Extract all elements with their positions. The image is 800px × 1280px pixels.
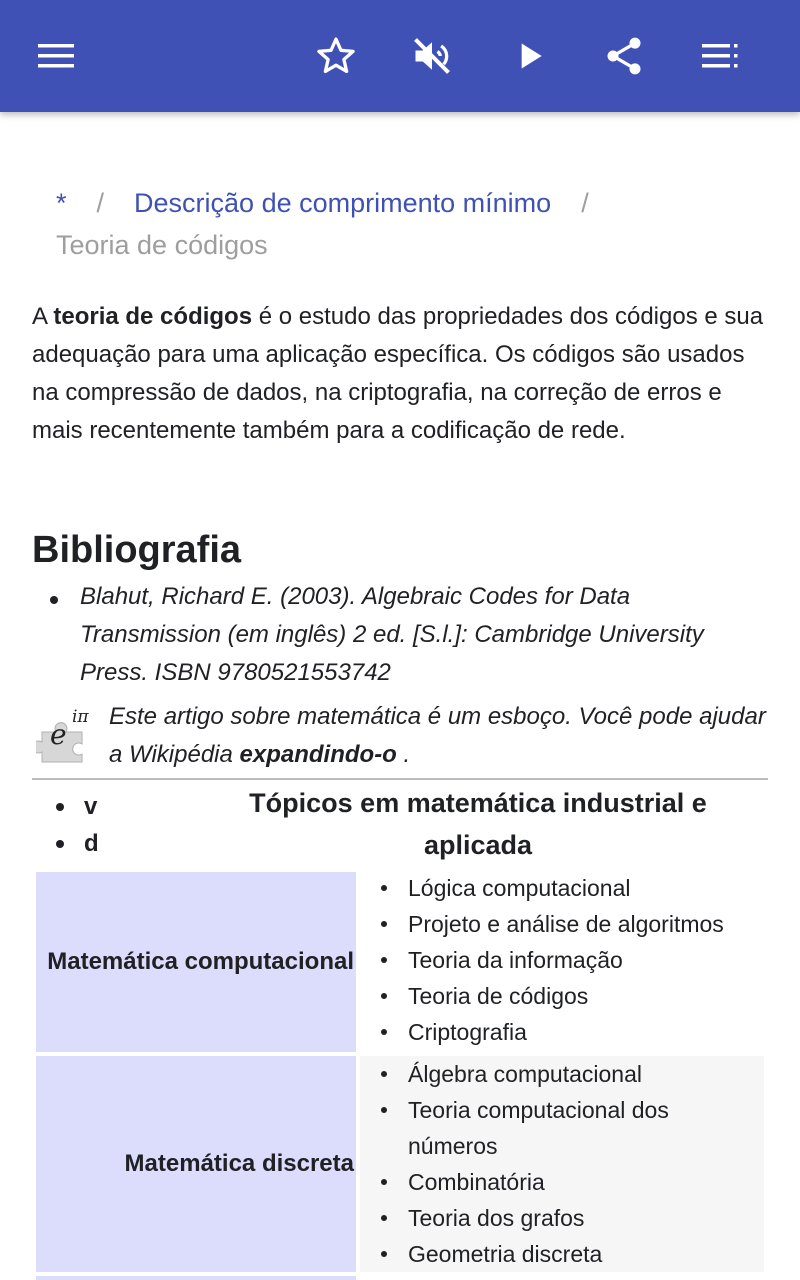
list-icon[interactable] — [692, 28, 748, 84]
navbox-group-list — [360, 1056, 764, 1272]
breadcrumb-root-link[interactable]: * — [56, 188, 67, 218]
menu-icon[interactable] — [28, 28, 84, 84]
breadcrumb-separator: / — [581, 188, 589, 218]
navbox-discuss-link[interactable]: d — [56, 825, 99, 862]
intro-bold-term: teoria de códigos — [53, 303, 253, 330]
stub-notice — [32, 698, 772, 774]
navbox-link[interactable]: Geometria discreta — [360, 1236, 764, 1272]
intro-body: é o estudo das propriedades dos códigos e sua adequação para uma aplicação específica. Os códigos são usados na compressão de dados, na criptografia, na correção de erros e mais recentemente também para a codificação de rede. — [32, 303, 764, 444]
navbox-group-label — [36, 1276, 356, 1280]
play-icon[interactable] — [502, 28, 558, 84]
navbox-group-list — [360, 870, 764, 1050]
intro-paragraph — [32, 298, 772, 450]
bibliography-item: Blahut, Richard E. (2003). Algebraic Codes for Data Transmission (em inglês) 2 ed. [S.l.]: Cambridge University Press. ISBN 9780521553742 — [80, 583, 704, 686]
svg-text:e: e — [50, 718, 67, 751]
navbox-link[interactable]: Álgebra computacional — [360, 1056, 764, 1092]
stub-message: Este artigo sobre matemática é um esboço. Você pode ajudar a Wikipédia — [109, 703, 766, 768]
navbox-link[interactable]: Lógica computacional — [360, 870, 764, 906]
navbox-link[interactable]: Criptografia — [360, 1014, 764, 1050]
bullet-dot — [50, 596, 58, 604]
svg-text:iπ: iπ — [72, 707, 89, 727]
navbox-title: Tópicos em matemática industrial e aplicada — [249, 788, 707, 860]
navbox-link[interactable]: Teoria computacional dos números — [360, 1092, 764, 1164]
math-stub-puzzle-icon — [36, 698, 102, 764]
star-outline-icon[interactable] — [308, 28, 364, 84]
breadcrumb-current: Teoria de códigos — [56, 230, 268, 260]
intro-prefix: A — [32, 303, 54, 330]
article-content — [0, 112, 800, 1280]
navbox-link[interactable]: Projeto e análise de algoritmos — [360, 906, 764, 942]
stub-text — [109, 698, 769, 774]
navbox-vd-links — [56, 788, 99, 862]
share-icon[interactable] — [596, 28, 652, 84]
section-heading-bibliografia: Bibliografia — [32, 529, 242, 571]
navbox-group-label: Matemática discreta — [36, 1056, 356, 1272]
stub-suffix: . — [396, 741, 411, 768]
navbox-view-link[interactable]: v — [56, 788, 99, 825]
breadcrumb-separator: / — [96, 188, 105, 218]
navbox-divider — [32, 778, 768, 780]
breadcrumb — [56, 182, 756, 266]
app-bar — [0, 0, 800, 112]
stub-expand-link[interactable]: expandindo-o — [239, 741, 397, 768]
volume-off-icon[interactable] — [404, 28, 460, 84]
breadcrumb-parent-link[interactable]: Descrição de comprimento mínimo — [134, 188, 552, 218]
navbox-group-label: Matemática computacional — [36, 872, 356, 1052]
navbox-link[interactable]: Teoria de códigos — [360, 978, 764, 1014]
navbox-link[interactable]: Teoria dos grafos — [360, 1200, 764, 1236]
navbox-link[interactable]: Teoria da informação — [360, 942, 764, 978]
navbox-link[interactable]: Combinatória — [360, 1164, 764, 1200]
